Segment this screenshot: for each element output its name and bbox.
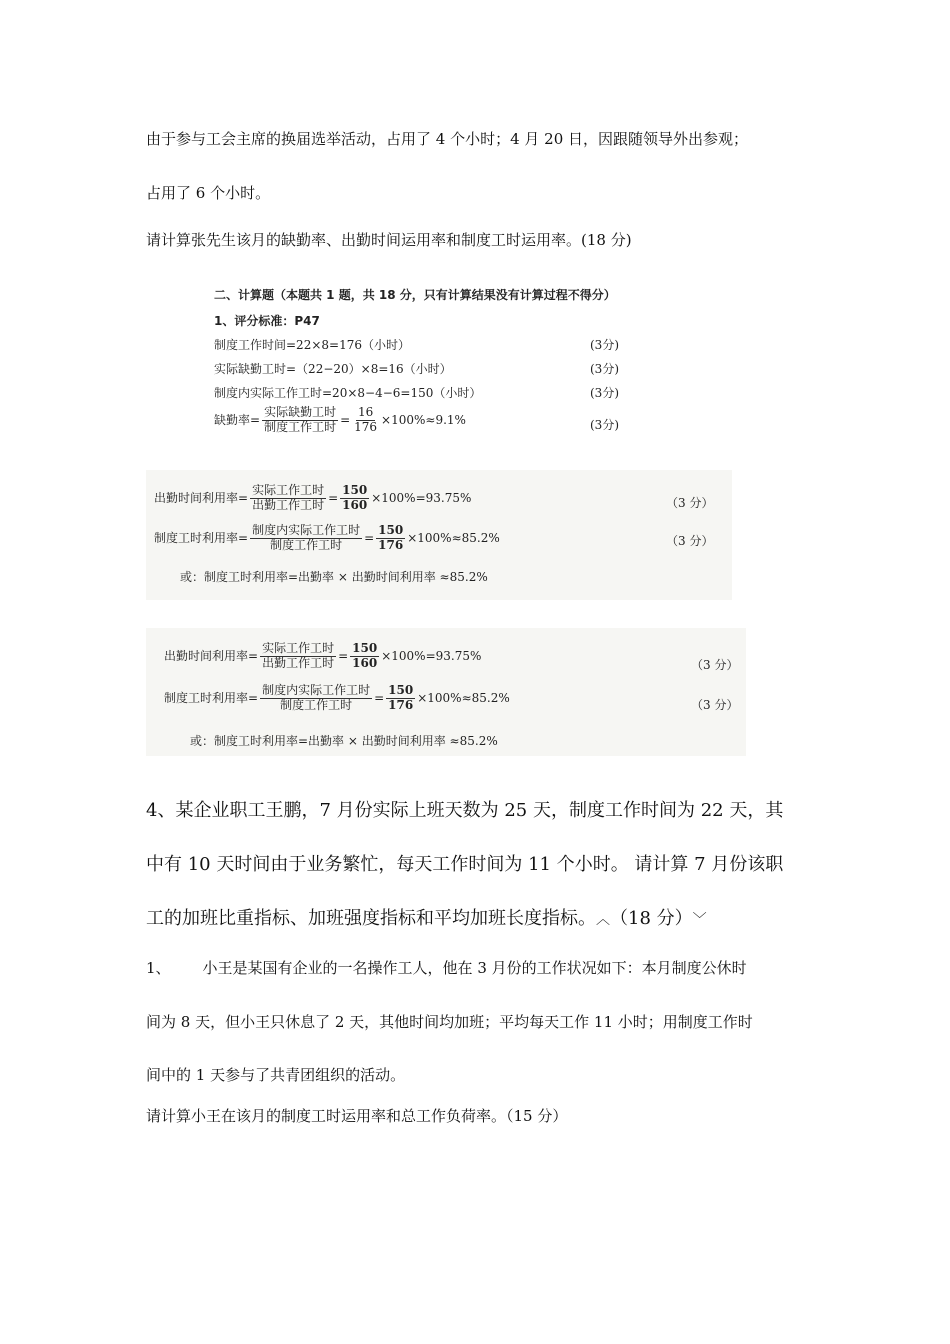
score-label: (3分) xyxy=(590,338,619,352)
question-line: 请计算张先生该月的缺勤率、出勤时间运用率和制度工时运用率。(18 分) xyxy=(146,231,632,249)
formula-result: ×100%=93.75% xyxy=(381,648,482,663)
fraction-numerator: 16 xyxy=(357,405,374,419)
formula-label: 缺勤率= xyxy=(214,412,261,427)
attendance-utilization-formula: 出勤时间利用率= $\frac{\text{实际工作工时}}{\text{出勤工作工时}}$ = $\frac{150}{160}$ ×100%=93.75% xyxy=(154,483,472,512)
question-line: 间为 8 天，但小王只休息了 2 天，其他时间均加班；平均每天工作 11 小时；用制度工作时 xyxy=(146,1013,753,1031)
formula-label: 出勤时间利用率= xyxy=(154,490,249,505)
fraction-numerator: 150 xyxy=(342,483,368,497)
fraction-numerator: 实际工作工时 xyxy=(252,483,325,497)
question-line xyxy=(146,904,707,930)
question-line: 4、某企业职工王鹏，7 月份实际上班天数为 25 天，制度工作时间为 22 天，其 xyxy=(146,800,784,821)
equals-sign: = xyxy=(340,412,351,427)
answer-row: 制度工作时间=22×8=176（小时） xyxy=(214,338,410,352)
answer-subheading: 1、评分标准：P47 xyxy=(214,314,320,328)
fraction-denominator: 176 xyxy=(378,537,404,552)
question-text: 小王是某国有企业的一名操作工人，他在 3 月份的工作状况如下：本月制度公休时 xyxy=(202,959,747,977)
fraction-denominator: 176 xyxy=(388,697,414,712)
fraction-denominator: 160 xyxy=(342,497,368,512)
formula-result: ×100%=93.75% xyxy=(371,490,472,505)
fraction-denominator: 176 xyxy=(354,419,378,434)
alternative-formula: 或：制度工时利用率=出勤率 × 出勤时间利用率 ≈85.2% xyxy=(180,570,488,584)
question-line: 间中的 1 天参与了共青团组织的活动。 xyxy=(146,1066,406,1084)
score-label: （3 分） xyxy=(691,698,739,712)
fraction-denominator: 制度工作工时 xyxy=(270,537,343,552)
absence-rate-formula xyxy=(214,406,466,435)
fraction-denominator: 出勤工作工时 xyxy=(252,497,325,512)
fraction-denominator: 制度工作工时 xyxy=(280,697,353,712)
fraction-numerator: 实际工作工时 xyxy=(262,641,335,655)
formula-result: ×100%≈85.2% xyxy=(417,690,510,705)
formula-label: 出勤时间利用率= xyxy=(164,648,259,663)
question-text: 工的加班比重指标、加班强度指标和平均加班长度指标。 xyxy=(146,908,596,929)
score-label: （3 分） xyxy=(666,534,714,548)
question-line xyxy=(146,957,747,978)
score-label: （3 分） xyxy=(666,496,714,510)
fraction-denominator: 出勤工作工时 xyxy=(262,655,335,670)
attendance-utilization-formula: 出勤时间利用率= $\frac{\text{实际工作工时}}{\text{出勤工作工时}}$ = $\frac{150}{160}$ ×100%=93.75% xyxy=(164,641,482,670)
fraction-numerator: 制度内实际工作工时 xyxy=(252,523,361,537)
formula-result: ×100%≈9.1% xyxy=(381,412,466,427)
fraction-numerator: 150 xyxy=(352,641,378,655)
question-line: 中有 10 天时间由于业务繁忙，每天工作时间为 11 个小时。 请计算 7 月份该职 xyxy=(146,854,784,875)
score-label: (3分) xyxy=(590,362,619,376)
formula-result: ×100%≈85.2% xyxy=(407,530,500,545)
score-label: （3 分） xyxy=(691,658,739,672)
answer-row: 实际缺勤工时=（22−20）×8=16（小时） xyxy=(214,362,452,376)
fraction-denominator: 160 xyxy=(352,655,378,670)
fraction-numerator: 制度内实际工作工时 xyxy=(262,683,371,697)
paragraph-line: 由于参与工会主席的换届选举活动，占用了 4 个小时；4 月 20 日，因跟随领导外出参观； xyxy=(146,130,749,148)
answer-heading: 二、计算题（本题共 1 题，共 18 分，只有计算结果没有计算过程不得分） xyxy=(214,288,616,302)
formula-label: 制度工时利用率= xyxy=(164,690,259,705)
answer-image-1 xyxy=(208,282,648,452)
answer-row: 制度内实际工作工时=20×8−4−6=150（小时） xyxy=(214,386,482,400)
fraction-numerator: 150 xyxy=(378,523,404,537)
question-line: 请计算小王在该月的制度工时运用率和总工作负荷率。（15 分） xyxy=(146,1107,568,1125)
fraction-denominator: 制度工作工时 xyxy=(264,419,337,434)
question-score: （18 分） xyxy=(610,908,693,929)
answer-image-2 xyxy=(146,470,732,600)
answer-image-3 xyxy=(146,628,746,756)
fraction-numerator: 实际缺勤工时 xyxy=(264,405,337,419)
fraction-numerator: 150 xyxy=(388,683,414,697)
paragraph-line: 占用了 6 个小时。 xyxy=(146,184,271,202)
score-label: (3分) xyxy=(590,418,619,432)
score-label: (3分) xyxy=(590,386,619,400)
question-number: 1、 xyxy=(146,959,171,977)
alternative-formula: 或：制度工时利用率=出勤率 × 出勤时间利用率 ≈85.2% xyxy=(190,734,498,748)
system-hours-utilization-formula: 制度工时利用率= $\frac{\text{制度内实际工作工时}}{\text{制度工作工时}}$ = $\frac{150}{176}$ ×100%≈85.2% xyxy=(154,523,500,552)
close-arc-mark: ﹀ xyxy=(692,912,707,928)
formula-label: 制度工时利用率= xyxy=(154,530,249,545)
open-arc-mark: ︿ xyxy=(596,912,610,928)
system-hours-utilization-formula: 制度工时利用率= $\frac{\text{制度内实际工作工时}}{\text{制度工作工时}}$ = $\frac{150}{176}$ ×100%≈85.2% xyxy=(164,683,510,712)
